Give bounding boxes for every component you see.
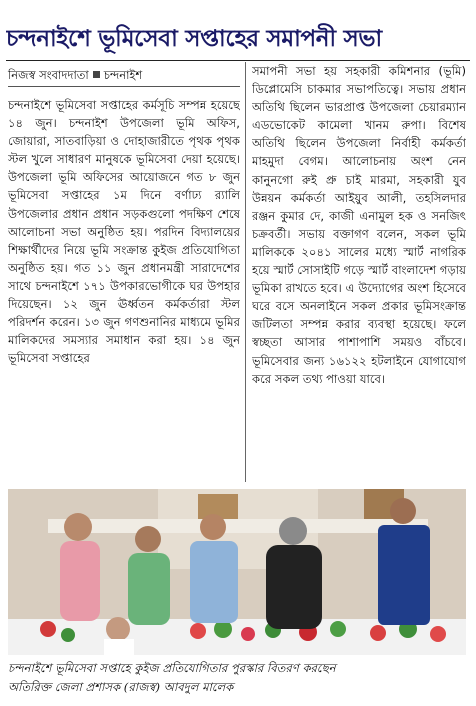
byline-location: চন্দনাইশ	[103, 68, 143, 82]
caption-line-2: অতিরিক্ত জেলা প্রশাসক (রাজস্ব) আবদুল মালেক	[8, 680, 234, 694]
headline: চন্দনাইশে ভূমিসেবা সপ্তাহের সমাপনী সভা	[6, 26, 382, 52]
article-column-right	[252, 62, 466, 484]
byline-separator	[93, 71, 100, 78]
article-text-left: চন্দনাইশে ভূমিসেবা সপ্তাহের কর্মসূচি সম্পন্ন হয়েছে ১৪ জুন। চন্দনাইশ উপজেলা ভূমি অফিস, জোয়ারা, সাতবাড়িয়া ও দোহাজারীতে পৃথক পৃথক স্টল খুলে সাধারণ মানুষকে ভূমিসেবা দেয়া হয়েছে। উপজেলা ভূমি অফিসের আয়োজনে গত ৮ জুন ভূমিসেবা সপ্তাহের ১ম দিনে বর্ণাঢ্য র‌্যালি উপজেলার প্রধান প্রধান সড়কগুলো পদক্ষিণ শেষে আলোচনা সভা অনুষ্ঠিত হয়। পরদিন বিদ্যালয়ের শিক্ষার্থীদের নিয়ে ভূমি সংক্রান্ত কুইজ প্রতিযোগিতা অনুষ্ঠিত হয়। গত ১১ জুন প্রধানমন্ত্রী সারাদেশের সাথে চন্দনাইশে ১৭১ উপকারভোগীকে ঘর উপহার দিয়েছেন। ১২ জুন ঊর্ধ্বতন কর্মকর্তারা স্টল পরিদর্শন করেন। ১৩ জুন গণশুনানির মাধ্যমে ভূমির মালিকদের সমস্যার সমাধান করা হয়। ১৪ জুন ভূমিসেবা সপ্তাহের	[8, 98, 240, 366]
caption-line-1: চন্দনাইশে ভূমিসেবা সপ্তাহে কুইজ প্রতিযোগিতার পুরস্কার বিতরণ করছেন	[8, 661, 336, 675]
headline-rule	[6, 60, 470, 61]
byline-rule	[8, 86, 240, 87]
article-column-left	[8, 96, 240, 484]
article-photo	[8, 489, 466, 655]
photo-caption	[8, 659, 468, 703]
byline-author: নিজস্ব সংবাদদাতা	[8, 68, 89, 82]
column-divider	[245, 62, 246, 482]
article-text-right: সমাপনী সভা হয় সহকারী কমিশনার (ভূমি) ডিপ্লোমেসি চাকমার সভাপতিত্বে। সভায় প্রধান অতিথি ছিলেন ভারপ্রাপ্ত উপজেলা চেয়ারম্যান এডভোকেট কামেলা খানম রুপা। বিশেষ অতিথি ছিলেন উপজেলা নির্বাহী কর্মকর্তা মাহমুদা বেগম। আলোচনায় অংশ নেন কানুনগো রুই প্রু চাই মারমা, সহকারী যুব উন্নয়ন কর্মকর্তা আইয়ুব আলী, তহসিলদার রঞ্জন কুমার দে, কাজী এনামুল হক ও সনজিৎ চক্রবর্তী। সভায় বক্তাগণ বলেন, সকল ভূমি মালিককে ২০৪১ সালের মধ্যে স্মার্ট নাগরিক হয়ে স্মার্ট সোসাইটি গড়ে স্মার্ট বাংলাদেশ গড়ায় ভূমিকা রাখতে হবে। এ উদ্যোগের অংশ হিসেবে ঘরে বসে অনলাইনে সকল প্রকার ভূমিসংক্রান্ত জটিলতা সম্পন্ন করার ব্যবস্থা হয়েছে। ফলে স্বচ্ছতা আসার পাশাপাশি সময়ও বাঁচবে। ভূমিসেবার জন্য ১৬১২২ হটলাইনে যোগাযোগ করে সকল তথ্য পাওয়া যাবে।	[252, 64, 466, 386]
byline	[8, 66, 240, 84]
